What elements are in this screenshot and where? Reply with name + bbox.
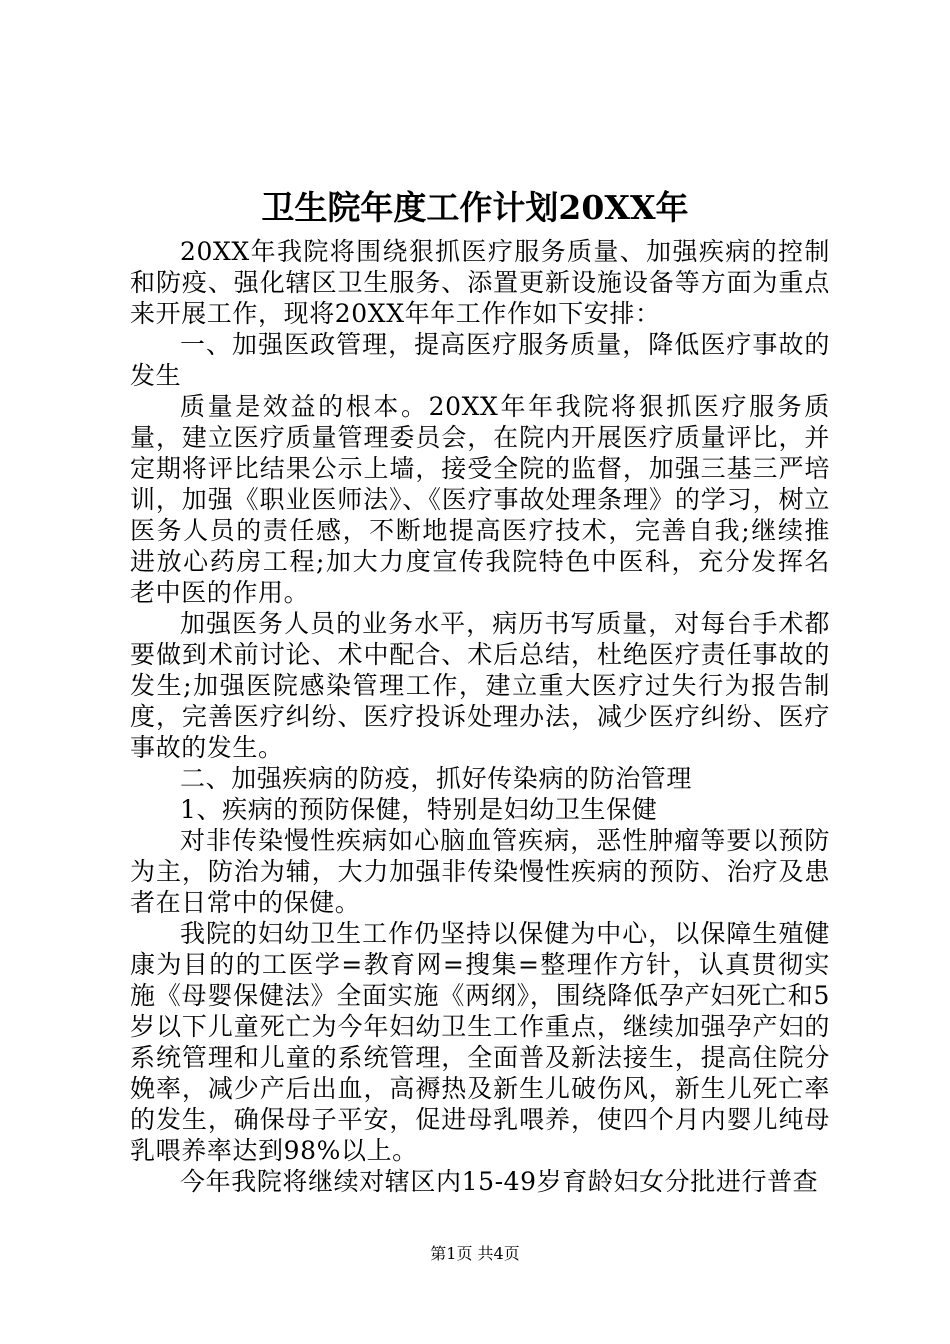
section-heading-1: 一、加强医政管理，提高医疗服务质量，降低医疗事故的发生 [130, 330, 830, 390]
section-heading-2: 二、加强疾病的防疫，抓好传染病的防治管理 [180, 764, 693, 793]
body-paragraph: 我院的妇幼卫生工作仍坚持以保健为中心，以保障生殖健康为目的的工医学=教育网=搜集=整理作方针，认真贯彻实施《母婴保健法》全面实施《两纲》，围绕降低孕产妇死亡和5岁以下儿童死亡为今年妇幼卫生工作重点，继续加强孕产妇的系统管理和儿童的系统管理，全面普及新法接生，提高住院分娩率，减少产后出血，高褥热及新生儿破伤风，新生儿死亡率的发生，确保母子平安，促进母乳喂养，使四个月内婴儿纯母乳喂养率达到98%以上。 [130, 919, 830, 1165]
body-paragraph: 加强医务人员的业务水平，病历书写质量，对每台手术都要做到术前讨论、术中配合、术后总结，杜绝医疗责任事故的发生;加强医院感染管理工作，建立重大医疗过失行为报告制度，完善医疗纠纷、医疗投诉处理办法，减少医疗纠纷、医疗事故的发生。 [130, 609, 830, 762]
page-number-footer: 第1页 共4页 [430, 1244, 520, 1263]
intro-paragraph: 20XX年我院将围绕狠抓医疗服务质量、加强疾病的控制和防疫、强化辖区卫生服务、添置更新设施设备等方面为重点来开展工作，现将20XX年年工作作如下安排： [130, 237, 830, 328]
document-body [130, 236, 830, 1197]
body-paragraph: 对非传染慢性疾病如心脑血管疾病，恶性肿瘤等要以预防为主，防治为辅，大力加强非传染慢性疾病的预防、治疗及患者在日常中的保健。 [130, 826, 830, 917]
body-paragraph: 今年我院将继续对辖区内15-49岁育龄妇女分批进行普查 [180, 1167, 819, 1196]
document-title: 卫生院年度工作计划20XX年 [261, 188, 689, 227]
body-paragraph: 质量是效益的根本。20XX年年我院将狠抓医疗服务质量，建立医疗质量管理委员会，在院内开展医疗质量评比，并定期将评比结果公示上墙，接受全院的监督，加强三基三严培训，加强《职业医师法》、《医疗事故处理条理》的学习，树立医务人员的责任感，不断地提高医疗技术，完善自我;继续推进放心药房工程;加大力度宣传我院特色中医科，充分发挥名老中医的作用。 [130, 392, 830, 607]
subsection-heading-1: 1、疾病的预防保健，特别是妇幼卫生保健 [180, 795, 658, 824]
